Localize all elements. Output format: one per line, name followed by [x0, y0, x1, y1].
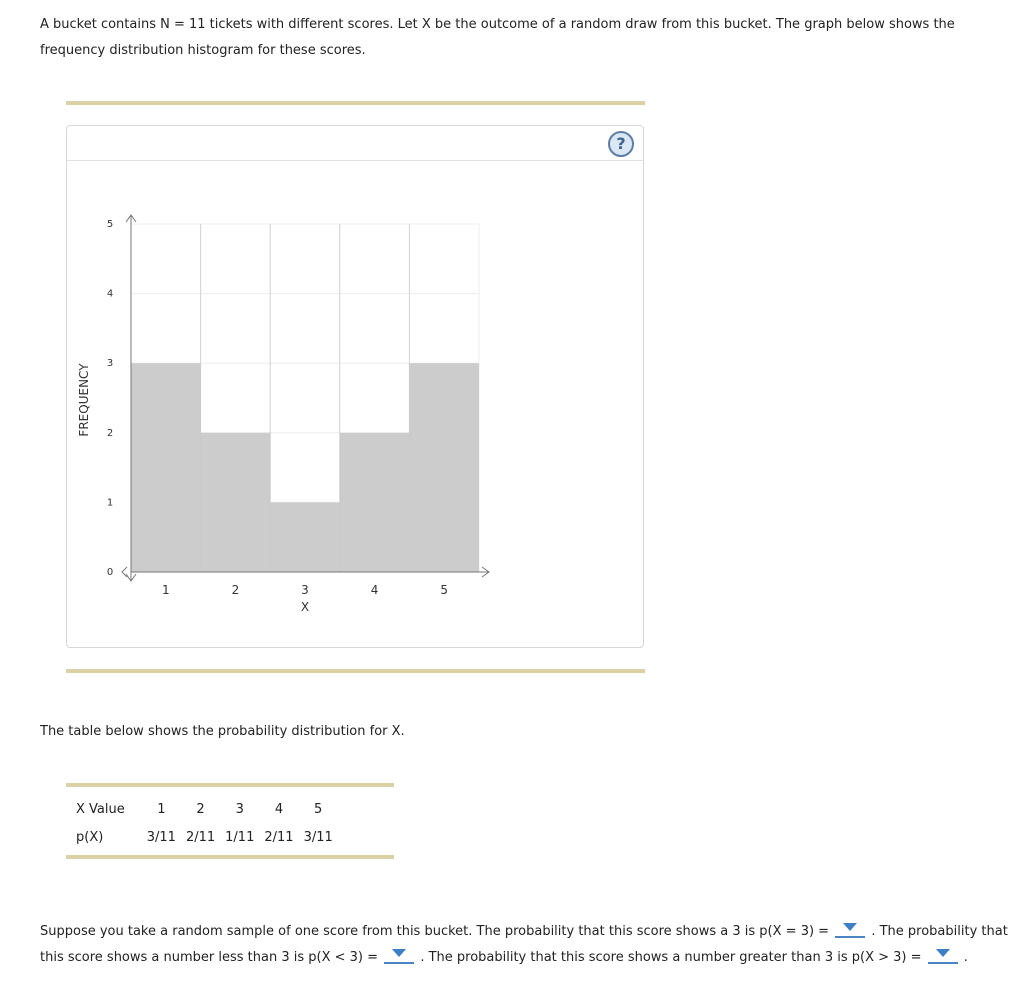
histogram-bar	[201, 433, 271, 572]
x-value-cell: 1	[157, 801, 166, 817]
chart-bars	[131, 224, 479, 572]
probability-table	[66, 795, 338, 851]
x-value-cell: 5	[314, 801, 323, 817]
probability-cell: 3/11	[303, 829, 333, 845]
chevron-down-icon	[392, 949, 406, 957]
probability-cell: 2/11	[185, 829, 216, 845]
chevron-down-icon	[843, 923, 857, 931]
x-tick-label: 3	[301, 583, 309, 597]
x-value-cell: 3	[235, 801, 244, 817]
y-tick-label: 3	[106, 358, 114, 370]
histogram-bar	[409, 363, 479, 572]
y-tick-label: 1	[106, 497, 114, 509]
probability-cell: 1/11	[225, 829, 255, 845]
y-tick-label: 2	[106, 427, 114, 439]
help-button[interactable]: ?	[608, 131, 634, 157]
y-axis-title: FREQUENCY	[77, 363, 91, 437]
answer-dropdown-lt-3[interactable]	[384, 946, 414, 964]
histogram-bar	[270, 502, 340, 572]
x-value-cell: 2	[196, 801, 205, 817]
question-text	[40, 919, 1020, 971]
x-tick-label: 1	[161, 583, 170, 597]
x-axis-arrow-left	[122, 567, 127, 577]
intro-text: A bucket contains N = 11 tickets with different scores. Let X be the outcome of a random draw from this bucket. The graph below shows the frequency distribution histogram for these scores.	[40, 17, 955, 58]
x-tick-label: 4	[370, 583, 379, 597]
table-row-x-values	[66, 795, 338, 823]
probability-cell: 3/11	[146, 829, 176, 845]
y-tick-label: 0	[106, 567, 114, 578]
question-part-4: .	[963, 950, 968, 965]
y-tick-label: 4	[106, 288, 114, 300]
table-top-rule	[66, 783, 394, 787]
answer-dropdown-eq-3[interactable]	[835, 920, 865, 938]
question-part-2: . The probability that this score shows a number less than 3 is p(X < 3) =	[40, 924, 1008, 965]
probability-cell: 2/11	[264, 829, 294, 845]
table-row-probabilities	[66, 823, 338, 851]
histogram-bar	[340, 433, 410, 572]
x-tick-label: 5	[440, 583, 449, 597]
histogram-bar	[131, 363, 201, 572]
answer-dropdown-gt-3[interactable]	[928, 946, 958, 964]
x-axis-title: X	[300, 600, 310, 614]
question-part-3: . The probability that this score shows a number greater than 3 is p(X > 3) =	[420, 950, 922, 965]
question-part-1: Suppose you take a random sample of one score from this bucket. The probability that this score shows a 3 is p(X = 3) =	[40, 924, 830, 939]
x-tick-label: 2	[231, 583, 240, 597]
row-label-x-value: X Value	[76, 801, 125, 817]
bottom-divider	[66, 669, 645, 673]
x-value-cell: 4	[274, 801, 284, 817]
row-label-px: p(X)	[76, 829, 104, 845]
table-intro-text: The table below shows the probability distribution for X.	[40, 724, 405, 739]
table-bottom-rule	[66, 855, 394, 859]
y-tick-label: 5	[106, 219, 114, 230]
chevron-down-icon	[936, 949, 950, 957]
